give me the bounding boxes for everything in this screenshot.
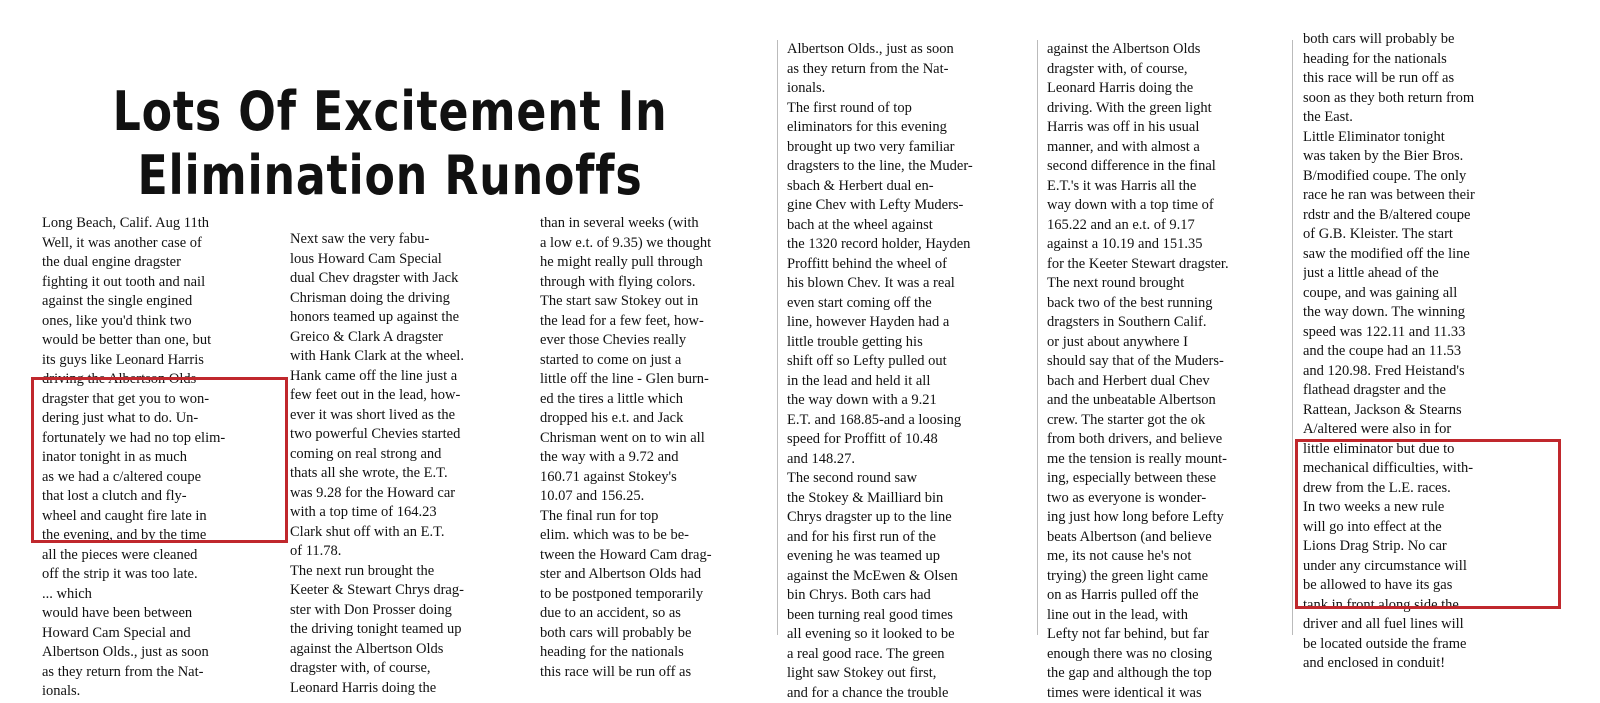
- column-1-line: Howard Cam Special and: [42, 624, 274, 644]
- column-1-line: would be better than one, but: [42, 331, 274, 351]
- column-3-line: to be postponed temporarily: [540, 585, 772, 605]
- column-5-line: two as everyone is wonder-: [1047, 489, 1285, 509]
- column-2-line: was 9.28 for the Howard car: [290, 484, 522, 504]
- column-2-line: honors teamed up against the: [290, 308, 522, 328]
- column-6-line: coupe, and was gaining all: [1303, 284, 1558, 304]
- column-1-line: dering just what to do. Un-: [42, 409, 274, 429]
- column-4-line: sbach & Herbert dual en-: [787, 177, 1027, 197]
- column-3-line: the lead for a few feet, how-: [540, 312, 772, 332]
- column-1-line: fighting it out tooth and nail: [42, 273, 274, 293]
- column-5-line: dragster with, of course,: [1047, 60, 1285, 80]
- column-1-line: off the strip it was too late.: [42, 565, 274, 585]
- column-2-line: with a top time of 164.23: [290, 503, 522, 523]
- column-1-line: as they return from the Nat-: [42, 663, 274, 683]
- column-rule: [1292, 40, 1293, 635]
- column-1-line: Albertson Olds., just as soon: [42, 643, 274, 663]
- column-5-line: enough there was no closing: [1047, 645, 1285, 665]
- column-6-line: the way down. The winning: [1303, 303, 1558, 323]
- column-4-line: dragsters to the line, the Muder-: [787, 157, 1027, 177]
- column-3-line: than in several weeks (with: [540, 214, 772, 234]
- column-1-line: all the pieces were cleaned: [42, 546, 274, 566]
- column-3-line: little off the line - Glen burn-: [540, 370, 772, 390]
- column-5-line: The next round brought: [1047, 274, 1285, 294]
- column-2-line: against the Albertson Olds: [290, 640, 522, 660]
- article-column-5: [1047, 40, 1285, 703]
- column-2-line: ster with Don Prosser doing: [290, 601, 522, 621]
- column-6-line: was taken by the Bier Bros.: [1303, 147, 1558, 167]
- column-4-line: and for a chance the trouble: [787, 684, 1027, 703]
- column-6-line: Little Eliminator tonight: [1303, 128, 1558, 148]
- column-3-line: heading for the nationals: [540, 643, 772, 663]
- column-6-line: of G.B. Kleister. The start: [1303, 225, 1558, 245]
- article-column-2: [290, 230, 522, 698]
- column-1-line: wheel and caught fire late in: [42, 507, 274, 527]
- column-5-line: line out in the lead, with: [1047, 606, 1285, 626]
- column-1-line: the dual engine dragster: [42, 253, 274, 273]
- column-2-line: dragster with, of course,: [290, 659, 522, 679]
- column-4-line: Proffitt behind the wheel of: [787, 255, 1027, 275]
- column-1-line: the evening, and by the time: [42, 526, 274, 546]
- column-5-line: ing, especially between these: [1047, 469, 1285, 489]
- column-5-line: for the Keeter Stewart dragster.: [1047, 255, 1285, 275]
- column-1-line: driving the Albertson Olds: [42, 370, 274, 390]
- column-2-line: with Hank Clark at the wheel.: [290, 347, 522, 367]
- headline-line-2: Elimination Runoffs: [103, 144, 677, 208]
- column-2-line: Chrisman doing the driving: [290, 289, 522, 309]
- column-5-line: against a 10.19 and 151.35: [1047, 235, 1285, 255]
- column-6-line: rdstr and the B/altered coupe: [1303, 206, 1558, 226]
- column-2-line: dual Chev dragster with Jack: [290, 269, 522, 289]
- column-1-line: its guys like Leonard Harris: [42, 351, 274, 371]
- column-5-line: manner, and with almost a: [1047, 138, 1285, 158]
- column-6-line: both cars will probably be: [1303, 30, 1558, 50]
- column-1-line: ones, like you'd think two: [42, 312, 274, 332]
- column-1-line: ... which: [42, 585, 274, 605]
- column-4-line: The second round saw: [787, 469, 1027, 489]
- column-6-line: and 120.98. Fred Heistand's: [1303, 362, 1558, 382]
- column-2-line: coming on real strong and: [290, 445, 522, 465]
- column-3-line: a low e.t. of 9.35) we thought: [540, 234, 772, 254]
- column-4-line: been turning real good times: [787, 606, 1027, 626]
- column-5-line: times were identical it was: [1047, 684, 1285, 703]
- column-4-line: Albertson Olds., just as soon: [787, 40, 1027, 60]
- column-1-line: would have been between: [42, 604, 274, 624]
- column-5-line: on as Harris pulled off the: [1047, 586, 1285, 606]
- column-5-line: trying) the green light came: [1047, 567, 1285, 587]
- column-6-line: drew from the L.E. races.: [1303, 479, 1558, 499]
- column-1-line: ionals.: [42, 682, 274, 702]
- column-6-line: speed was 122.11 and 11.33: [1303, 323, 1558, 343]
- column-2-line: Clark shut off with an E.T.: [290, 523, 522, 543]
- column-6-line: In two weeks a new rule: [1303, 498, 1558, 518]
- column-5-line: ing just how long before Lefty: [1047, 508, 1285, 528]
- column-3-line: dropped his e.t. and Jack: [540, 409, 772, 429]
- column-4-line: and for his first run of the: [787, 528, 1027, 548]
- column-4-line: his blown Chev. It was a real: [787, 274, 1027, 294]
- column-5-line: from both drivers, and believe: [1047, 430, 1285, 450]
- column-4-line: evening he was teamed up: [787, 547, 1027, 567]
- column-rule: [1037, 40, 1038, 635]
- column-3-line: this race will be run off as: [540, 663, 772, 683]
- column-3-line: due to an accident, so as: [540, 604, 772, 624]
- column-5-line: me the tension is really mount-: [1047, 450, 1285, 470]
- column-6-line: little eliminator but due to: [1303, 440, 1558, 460]
- column-4-line: bin Chrys. Both cars had: [787, 586, 1027, 606]
- column-4-line: the 1320 record holder, Hayden: [787, 235, 1027, 255]
- column-5-line: should say that of the Muders-: [1047, 352, 1285, 372]
- article-column-3: [540, 214, 772, 682]
- column-6-line: B/modified coupe. The only: [1303, 167, 1558, 187]
- headline: [103, 80, 677, 208]
- column-4-line: E.T. and 168.85-and a loosing: [787, 411, 1027, 431]
- column-6-line: this race will be run off as: [1303, 69, 1558, 89]
- column-6-line: flathead dragster and the: [1303, 381, 1558, 401]
- column-6-line: heading for the nationals: [1303, 50, 1558, 70]
- column-5-line: Harris was off in his usual: [1047, 118, 1285, 138]
- column-3-line: ed the tires a little which: [540, 390, 772, 410]
- column-2-line: of 11.78.: [290, 542, 522, 562]
- column-3-line: he might really pull through: [540, 253, 772, 273]
- column-2-line: ever it was short lived as the: [290, 406, 522, 426]
- column-4-line: the way down with a 9.21: [787, 391, 1027, 411]
- column-5-line: me, its not cause he's not: [1047, 547, 1285, 567]
- column-4-line: gine Chev with Lefty Muders-: [787, 196, 1027, 216]
- column-1-line: Long Beach, Calif. Aug 11th: [42, 214, 274, 234]
- column-2-line: few feet out in the lead, how-: [290, 386, 522, 406]
- column-5-line: 165.22 and an e.t. of 9.17: [1047, 216, 1285, 236]
- column-6-line: Rattean, Jackson & Stearns: [1303, 401, 1558, 421]
- column-1-line: inator tonight in as much: [42, 448, 274, 468]
- column-6-line: the East.: [1303, 108, 1558, 128]
- column-3-line: elim. which was to be be-: [540, 526, 772, 546]
- column-4-line: against the McEwen & Olsen: [787, 567, 1027, 587]
- column-6-line: mechanical difficulties, with-: [1303, 459, 1558, 479]
- column-3-line: 160.71 against Stokey's: [540, 468, 772, 488]
- column-1-line: that lost a clutch and fly-: [42, 487, 274, 507]
- column-4-line: the Stokey & Mailliard bin: [787, 489, 1027, 509]
- column-6-line: will go into effect at the: [1303, 518, 1558, 538]
- column-1-line: as we had a c/altered coupe: [42, 468, 274, 488]
- column-1-line: Well, it was another case of: [42, 234, 274, 254]
- column-2-line: two powerful Chevies started: [290, 425, 522, 445]
- column-4-line: all evening so it looked to be: [787, 625, 1027, 645]
- column-5-line: against the Albertson Olds: [1047, 40, 1285, 60]
- column-1-line: dragster that get you to won-: [42, 390, 274, 410]
- column-3-line: through with flying colors.: [540, 273, 772, 293]
- column-6-line: be located outside the frame: [1303, 635, 1558, 655]
- column-6-line: soon as they both return from: [1303, 89, 1558, 109]
- column-3-line: 10.07 and 156.25.: [540, 487, 772, 507]
- column-6-line: under any circumstance will: [1303, 557, 1558, 577]
- column-3-line: the way with a 9.72 and: [540, 448, 772, 468]
- column-1-line: fortunately we had no top elim-: [42, 429, 274, 449]
- column-6-line: and enclosed in conduit!: [1303, 654, 1558, 674]
- column-6-line: A/altered were also in for: [1303, 420, 1558, 440]
- column-6-line: and the coupe had an 11.53: [1303, 342, 1558, 362]
- article-column-4: [787, 40, 1027, 703]
- column-2-line: lous Howard Cam Special: [290, 250, 522, 270]
- column-5-line: dragsters in Southern Calif.: [1047, 313, 1285, 333]
- column-3-line: ever those Chevies really: [540, 331, 772, 351]
- column-4-line: light saw Stokey out first,: [787, 664, 1027, 684]
- column-4-line: The first round of top: [787, 99, 1027, 119]
- highlight-box-fire: [31, 377, 288, 543]
- column-5-line: way down with a top time of: [1047, 196, 1285, 216]
- column-4-line: shift off so Lefty pulled out: [787, 352, 1027, 372]
- column-5-line: beats Albertson (and believe: [1047, 528, 1285, 548]
- column-1-line: against the single engined: [42, 292, 274, 312]
- column-5-line: back two of the best running: [1047, 294, 1285, 314]
- column-5-line: the gap and although the top: [1047, 664, 1285, 684]
- column-5-line: and the unbeatable Albertson: [1047, 391, 1285, 411]
- column-4-line: ionals.: [787, 79, 1027, 99]
- column-5-line: E.T.'s it was Harris all the: [1047, 177, 1285, 197]
- column-3-line: started to come on just a: [540, 351, 772, 371]
- column-4-line: brought up two very familiar: [787, 138, 1027, 158]
- column-5-line: Lefty not far behind, but far: [1047, 625, 1285, 645]
- column-2-line: The next run brought the: [290, 562, 522, 582]
- column-3-line: Chrisman went on to win all: [540, 429, 772, 449]
- column-4-line: a real good race. The green: [787, 645, 1027, 665]
- column-3-line: The final run for top: [540, 507, 772, 527]
- column-3-line: both cars will probably be: [540, 624, 772, 644]
- column-2-line: the driving tonight teamed up: [290, 620, 522, 640]
- highlight-box-new-rule: [1295, 439, 1561, 609]
- column-5-line: driving. With the green light: [1047, 99, 1285, 119]
- column-4-line: bach at the wheel against: [787, 216, 1027, 236]
- column-4-line: and 148.27.: [787, 450, 1027, 470]
- column-2-line: Next saw the very fabu-: [290, 230, 522, 250]
- column-6-line: saw the modified off the line: [1303, 245, 1558, 265]
- column-5-line: second difference in the final: [1047, 157, 1285, 177]
- column-rule: [777, 40, 778, 635]
- column-2-line: thats all she wrote, the E.T.: [290, 464, 522, 484]
- column-3-line: ster and Albertson Olds had: [540, 565, 772, 585]
- column-6-line: be allowed to have its gas: [1303, 576, 1558, 596]
- column-5-line: crew. The starter got the ok: [1047, 411, 1285, 431]
- column-5-line: bach and Herbert dual Chev: [1047, 372, 1285, 392]
- column-6-line: tank in front along side the: [1303, 596, 1558, 616]
- column-4-line: speed for Proffitt of 10.48: [787, 430, 1027, 450]
- headline-line-1: Lots Of Excitement In: [103, 80, 677, 144]
- column-4-line: line, however Hayden had a: [787, 313, 1027, 333]
- column-5-line: Leonard Harris doing the: [1047, 79, 1285, 99]
- column-4-line: eliminators for this evening: [787, 118, 1027, 138]
- column-4-line: Chrys dragster up to the line: [787, 508, 1027, 528]
- column-2-line: Greico & Clark A dragster: [290, 328, 522, 348]
- column-6-line: Lions Drag Strip. No car: [1303, 537, 1558, 557]
- column-2-line: Keeter & Stewart Chrys drag-: [290, 581, 522, 601]
- column-3-line: tween the Howard Cam drag-: [540, 546, 772, 566]
- column-4-line: as they return from the Nat-: [787, 60, 1027, 80]
- column-3-line: The start saw Stokey out in: [540, 292, 772, 312]
- column-2-line: Leonard Harris doing the: [290, 679, 522, 699]
- column-6-line: just a little ahead of the: [1303, 264, 1558, 284]
- column-5-line: or just about anywhere I: [1047, 333, 1285, 353]
- column-4-line: in the lead and held it all: [787, 372, 1027, 392]
- column-4-line: even start coming off the: [787, 294, 1027, 314]
- column-6-line: driver and all fuel lines will: [1303, 615, 1558, 635]
- column-6-line: race he ran was between their: [1303, 186, 1558, 206]
- column-4-line: little trouble getting his: [787, 333, 1027, 353]
- column-2-line: Hank came off the line just a: [290, 367, 522, 387]
